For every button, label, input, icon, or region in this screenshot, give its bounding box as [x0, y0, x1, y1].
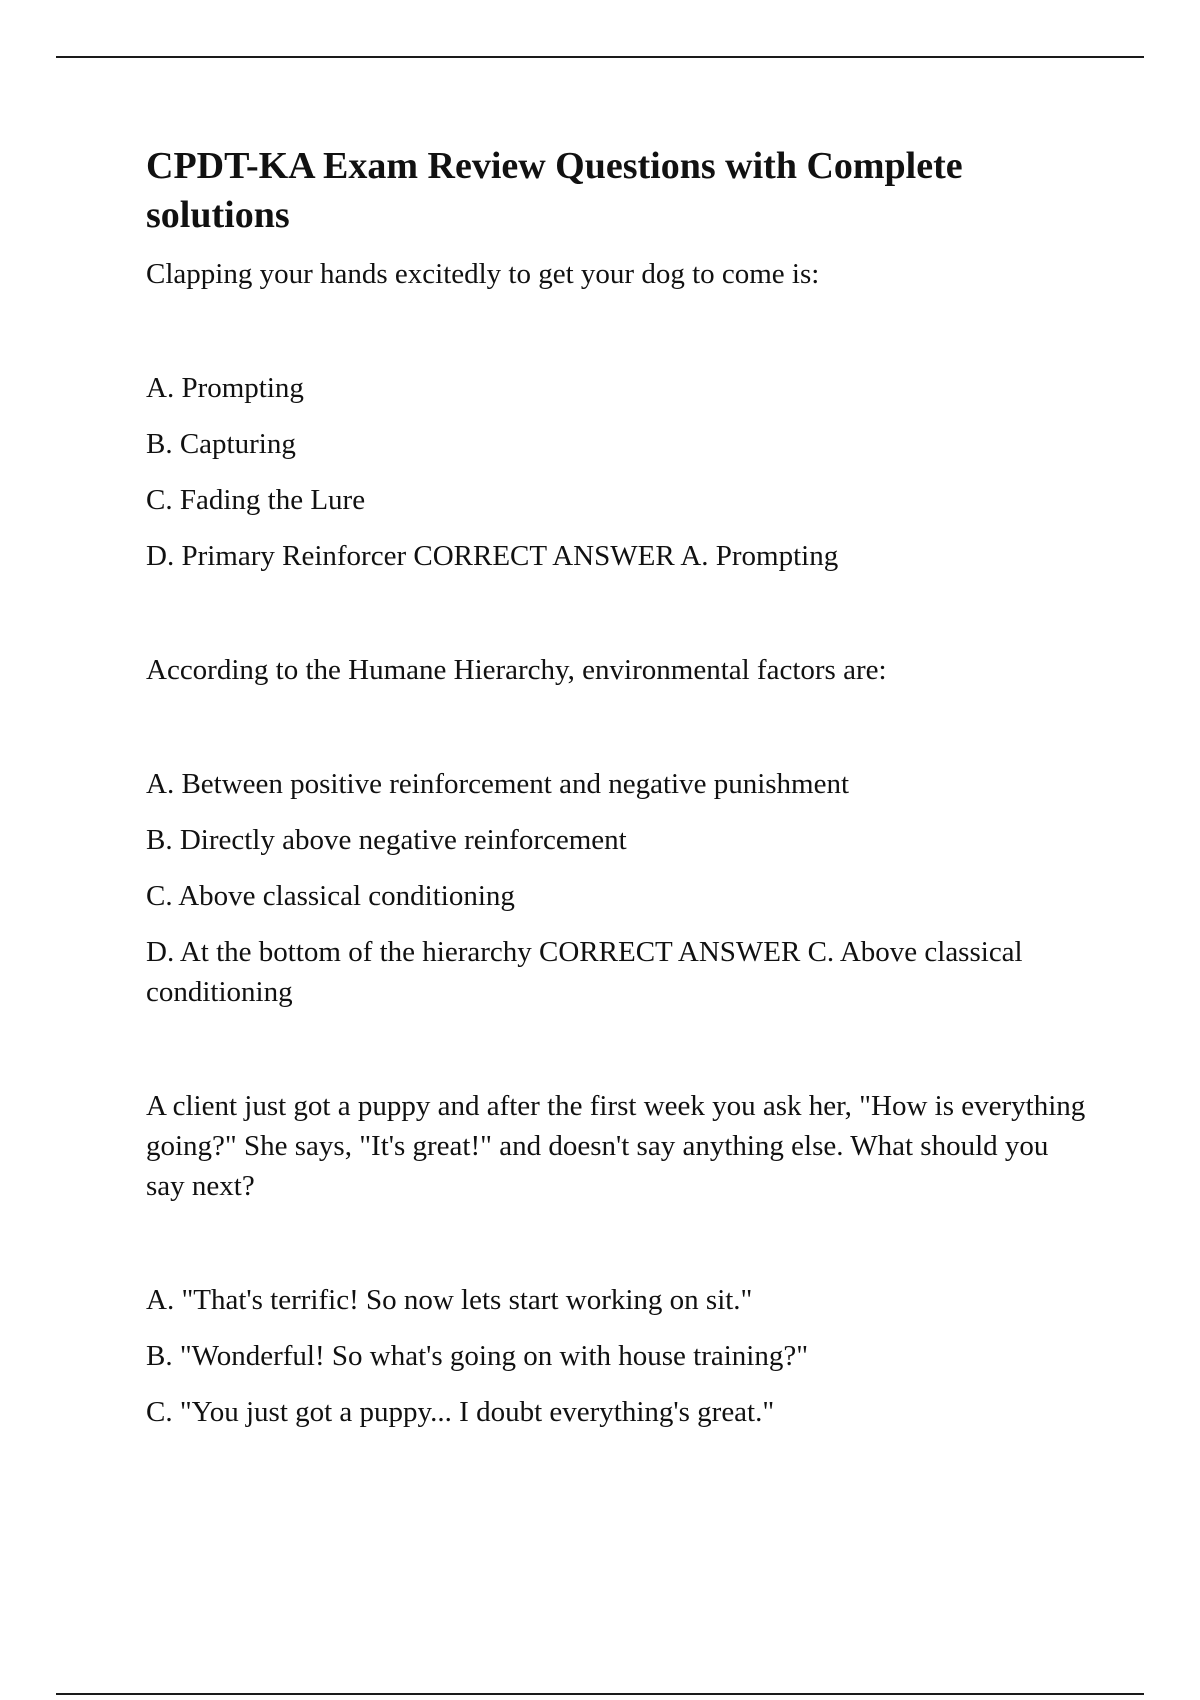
question-prompt: Clapping your hands excitedly to get your dog to come is: [146, 258, 820, 290]
answer-option: B. Directly above negative reinforcement [146, 824, 627, 856]
header-rule [56, 56, 1144, 58]
footer-rule [56, 1693, 1144, 1695]
answer-option: C. "You just got a puppy... I doubt everything's great." [146, 1396, 775, 1428]
question-prompt: According to the Humane Hierarchy, environmental factors are: [146, 654, 887, 686]
question-block [146, 1086, 1086, 1432]
answer-option: B. Capturing [146, 428, 296, 460]
answer-option: A. Prompting [146, 372, 304, 404]
question-prompt: A client just got a puppy and after the first week you ask her, "How is everything going?" She says, "It's great!" and doesn't say anything else. What should you say next? [146, 1090, 1086, 1202]
answer-option: B. "Wonderful! So what's going on with house training?" [146, 1340, 809, 1372]
answer-option-with-correct-answer: D. Primary Reinforcer CORRECT ANSWER A. Prompting [146, 540, 839, 572]
document-title: CPDT-KA Exam Review Questions with Complete solutions [146, 145, 963, 236]
answer-option-with-correct-answer: D. At the bottom of the hierarchy CORRECT ANSWER C. Above classical conditioning [146, 936, 1023, 1008]
question-block [146, 254, 1086, 576]
document-body [146, 142, 1086, 1448]
answer-option: C. Above classical conditioning [146, 880, 515, 912]
answer-option: A. Between positive reinforcement and negative punishment [146, 768, 850, 800]
question-block [146, 650, 1086, 1012]
answer-option: C. Fading the Lure [146, 484, 366, 516]
answer-option: A. "That's terrific! So now lets start working on sit." [146, 1284, 753, 1316]
